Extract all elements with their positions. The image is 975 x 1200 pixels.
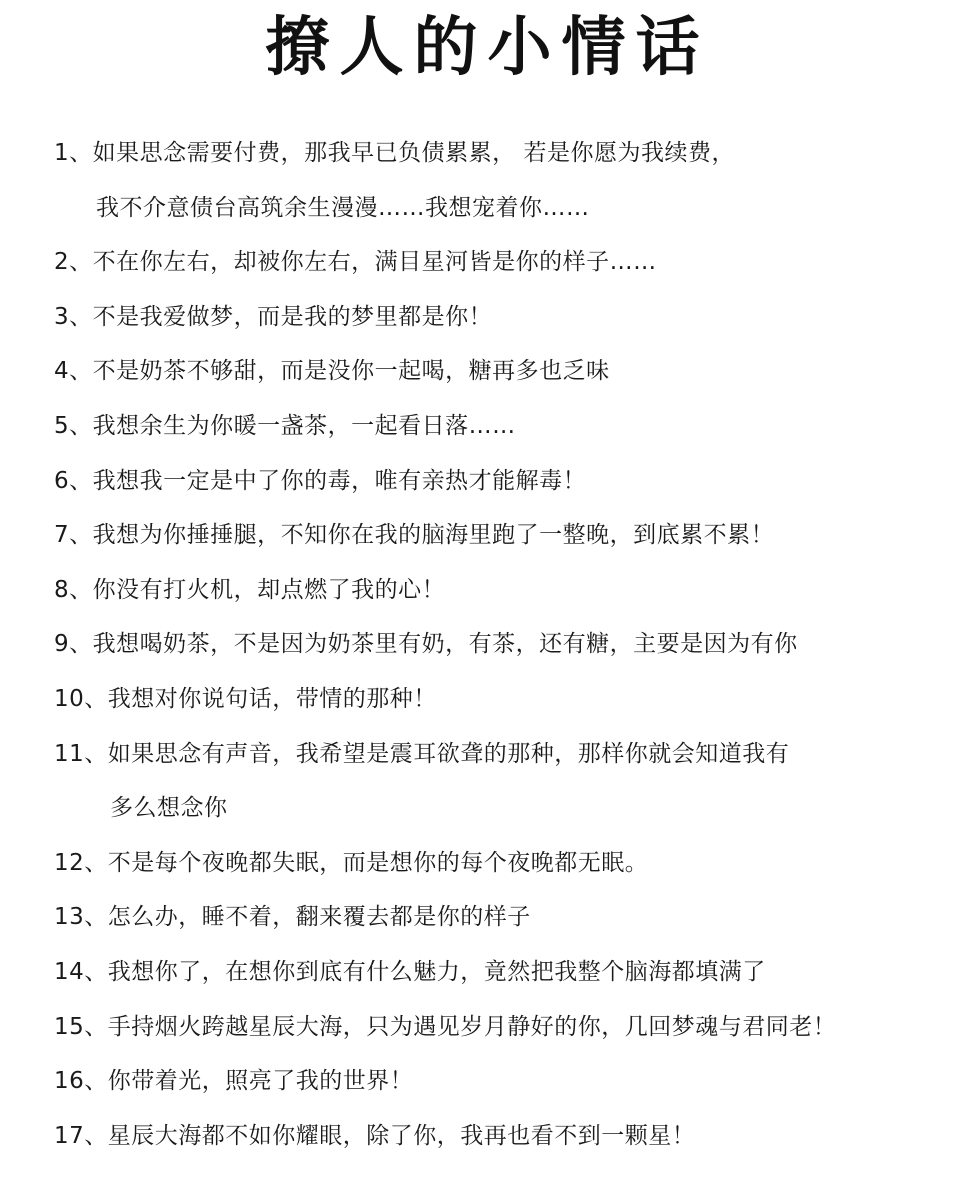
item-number: 8、	[54, 576, 93, 603]
item-text: 我想余生为你暖一盏茶，一起看日落……	[92, 412, 516, 439]
item-number: 2、	[54, 249, 93, 276]
list-item	[0, 727, 975, 782]
list-item	[0, 235, 975, 290]
list-item	[0, 508, 975, 563]
list-item	[0, 344, 975, 399]
item-text: 你没有打火机，却点燃了我的心！	[92, 576, 446, 603]
item-text: 我想喝奶茶，不是因为奶茶里有奶，有茶，还有糖，主要是因为有你	[92, 631, 798, 658]
item-text: 不是奶茶不够甜，而是没你一起喝，糖再多也乏味	[92, 358, 610, 385]
item-number: 10、	[54, 685, 108, 712]
item-text: 不是我爱做梦，而是我的梦里都是你！	[92, 303, 493, 330]
item-number: 17、	[54, 1122, 108, 1149]
list-item	[0, 945, 975, 1000]
item-number: 15、	[54, 1013, 108, 1040]
item-number: 4、	[54, 358, 93, 385]
item-number: 13、	[54, 904, 108, 931]
list-item	[0, 890, 975, 945]
item-number: 16、	[54, 1068, 108, 1095]
list-item	[0, 454, 975, 509]
list-item	[0, 563, 975, 618]
item-text: 我想我一定是中了你的毒，唯有亲热才能解毒！	[92, 467, 587, 494]
list-item	[0, 672, 975, 727]
list-item	[0, 126, 975, 181]
item-text: 我想对你说句话，带情的那种！	[107, 685, 437, 712]
item-number: 1、	[54, 140, 93, 166]
page-title: 撩人的小情话	[265, 11, 710, 85]
item-text: 我想你了，在想你到底有什么魅力，竟然把我整个脑海都填满了	[107, 958, 766, 985]
list-item	[0, 1000, 975, 1055]
item-number: 7、	[54, 522, 93, 549]
list-item	[0, 1054, 975, 1109]
love-quotes-list	[0, 126, 975, 1163]
item-text: 不是每个夜晚都失眠，而是想你的每个夜晚都无眠。	[107, 849, 649, 876]
list-item	[0, 290, 975, 345]
list-item	[0, 1109, 975, 1164]
item-text: 如果思念需要付费，那我早已负债累累， 若是你愿为我续费，	[92, 140, 735, 166]
item-number: 3、	[54, 303, 93, 330]
list-item-continuation: 我不介意债台高筑余生漫漫……我想宠着你……	[96, 194, 590, 221]
item-text: 我想为你捶捶腿，不知你在我的脑海里跑了一整晚，到底累不累！	[92, 522, 775, 549]
item-text: 怎么办，睡不着，翻来覆去都是你的样子	[107, 904, 531, 931]
item-number: 6、	[54, 467, 93, 494]
item-text: 不在你左右，却被你左右，满目星河皆是你的样子……	[92, 249, 657, 276]
item-text: 手持烟火跨越星辰大海，只为遇见岁月静好的你，几回梦魂与君同老！	[107, 1013, 837, 1040]
item-text: 如果思念有声音，我希望是震耳欲聋的那种，那样你就会知道我有	[107, 740, 790, 767]
item-text: 星辰大海都不如你耀眼，除了你，我再也看不到一颗星！	[107, 1122, 696, 1149]
list-item	[0, 617, 975, 672]
item-number: 9、	[54, 631, 93, 658]
list-item	[0, 399, 975, 454]
list-item-continuation: 多么想念你	[110, 795, 228, 822]
item-number: 5、	[54, 412, 93, 439]
item-number: 11、	[54, 740, 108, 767]
item-number: 14、	[54, 958, 108, 985]
list-item	[0, 836, 975, 891]
item-number: 12、	[54, 849, 108, 876]
item-text: 你带着光，照亮了我的世界！	[107, 1068, 414, 1095]
